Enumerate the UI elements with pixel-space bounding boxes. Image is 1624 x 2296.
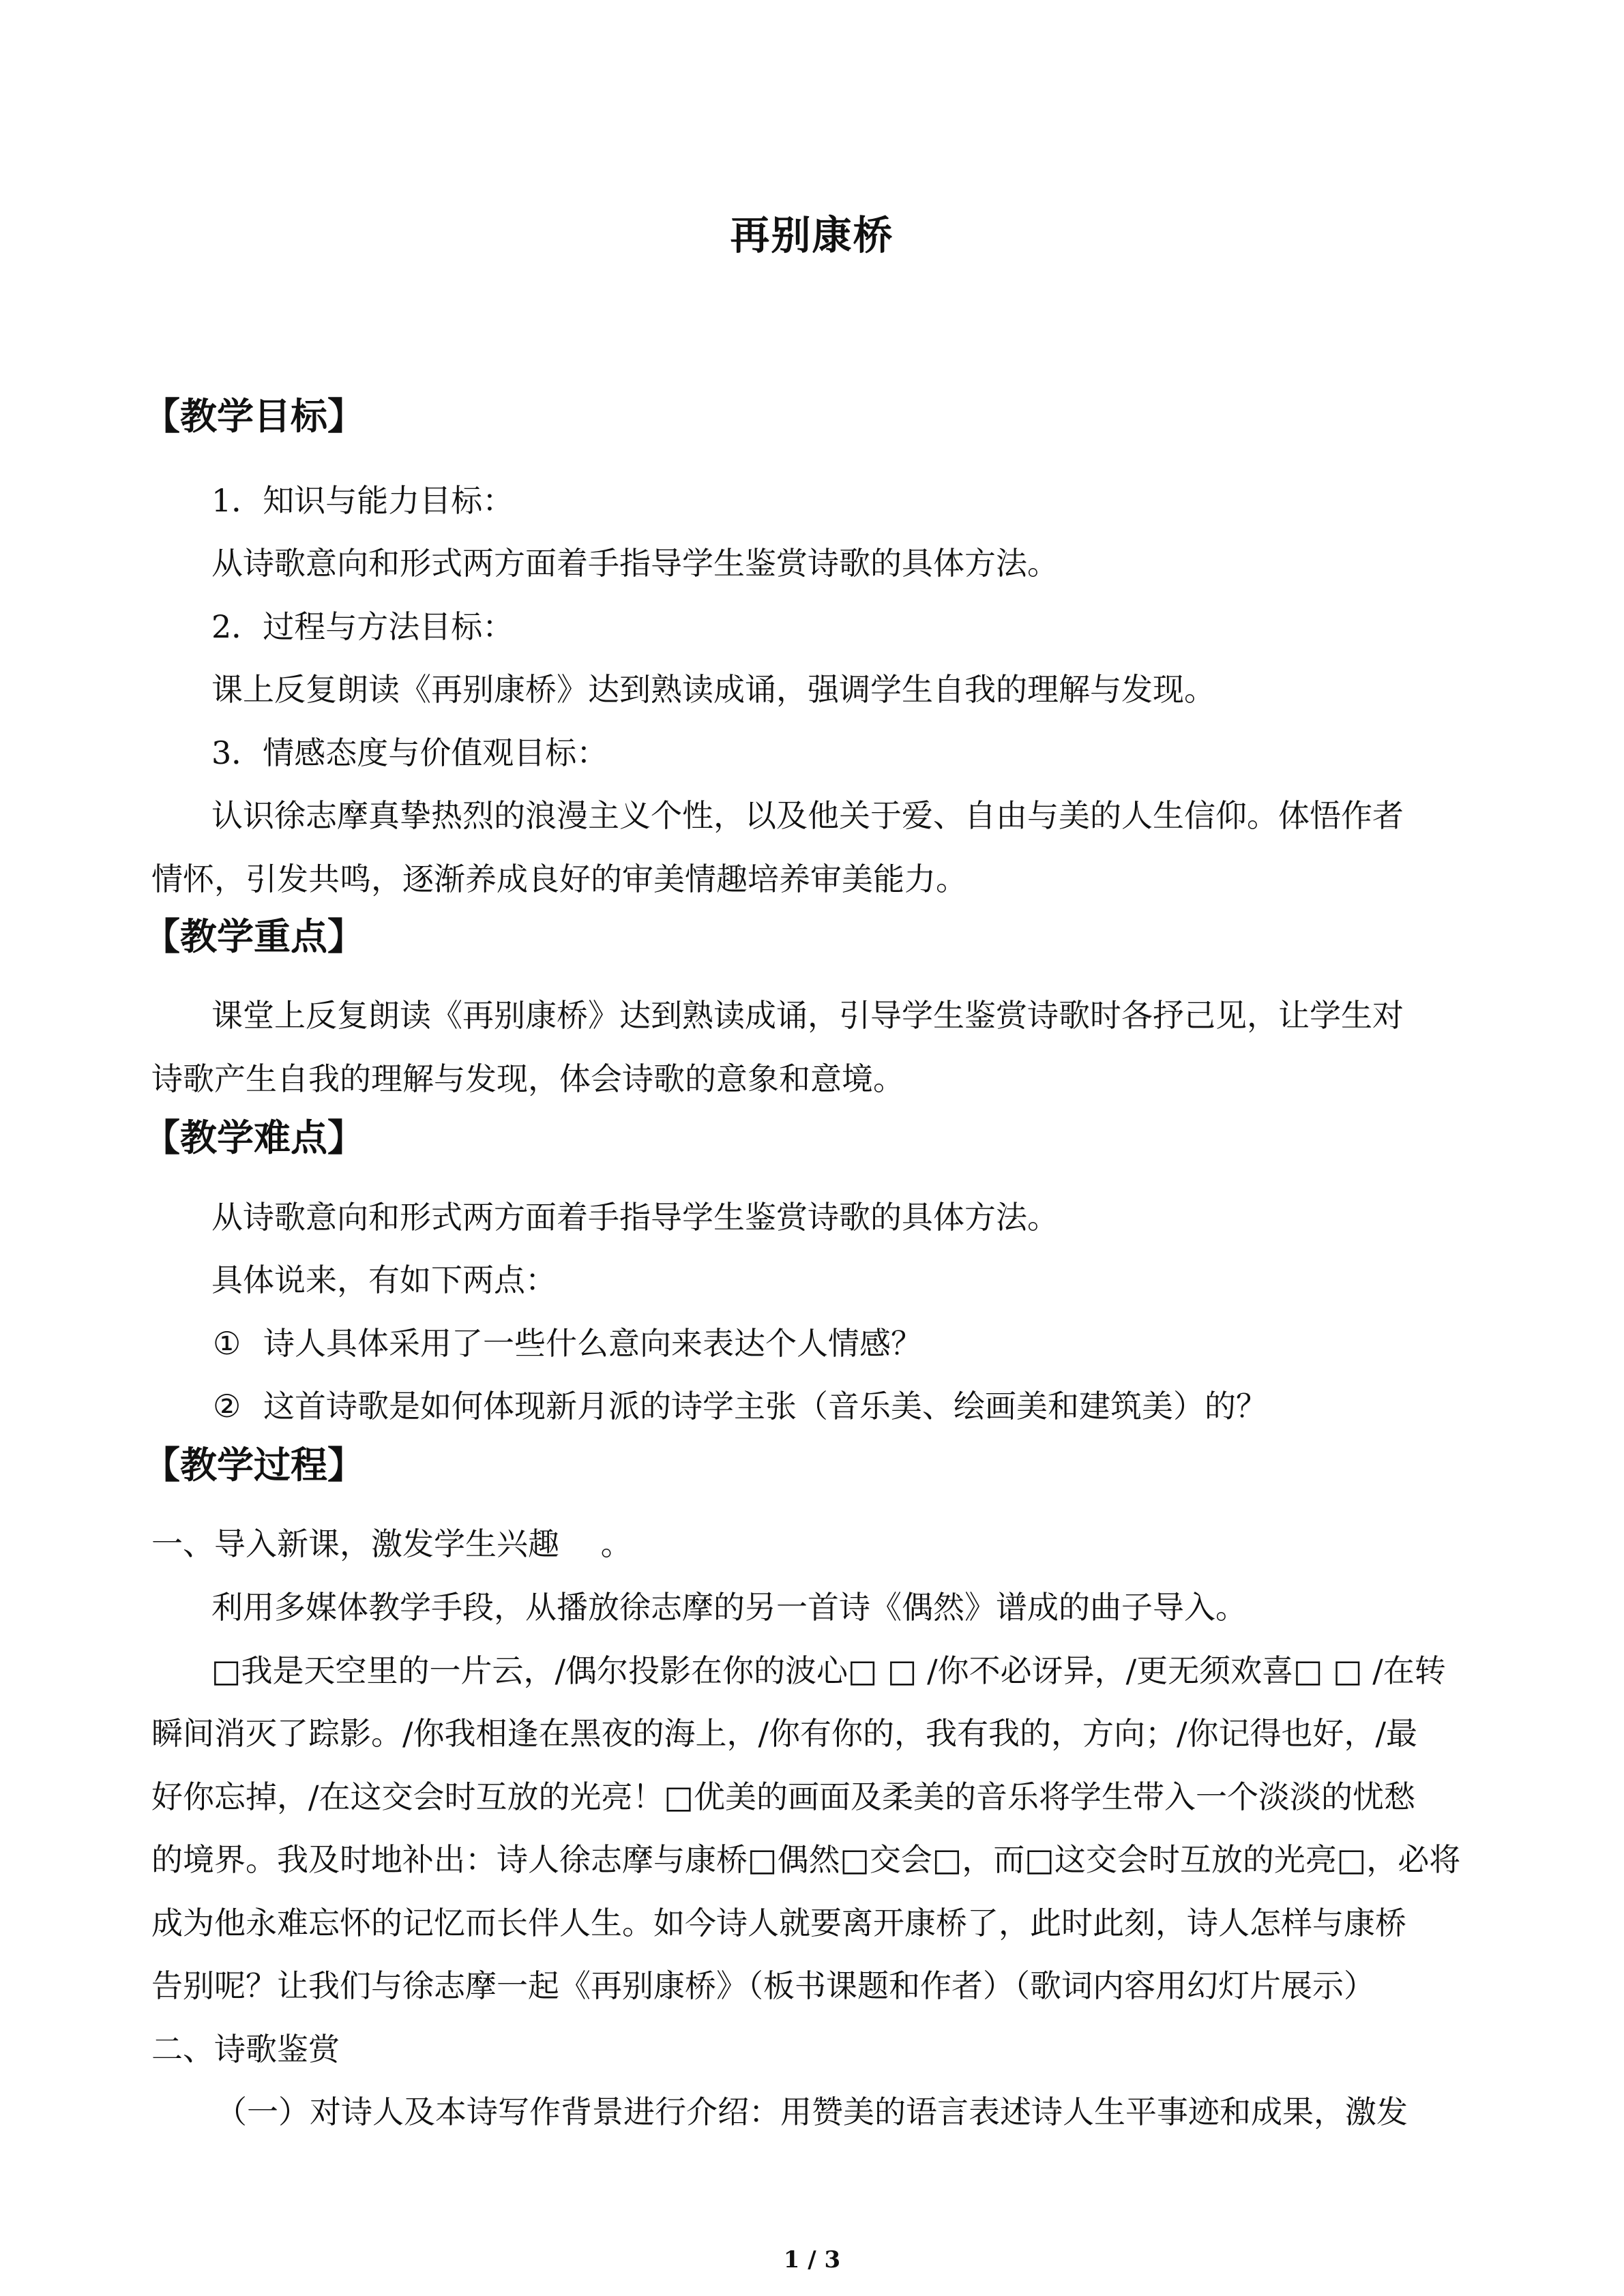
process-step-1-line-4: 好你忘掉，/在这交会时互放的光亮！□优美的画面及柔美的音乐将学生带入一个淡淡的忧愁 (151, 1778, 1415, 1815)
difficulty-point-1 (213, 1322, 922, 1365)
goal-3-line-2: 情怀，引发共鸣，逐渐养成良好的审美情趣培养审美能力。 (151, 861, 967, 897)
goal-1-text: 从诗歌意向和形式两方面着手指导学生鉴赏诗歌的具体方法。 (211, 545, 1059, 582)
process-step-1-line-5: 的境界。我及时地补出：诗人徐志摩与康桥□偶然□交会□，而□这交会时互放的光亮□，必将 (151, 1841, 1461, 1878)
section-heading-process: 【教学过程】 (143, 1443, 364, 1487)
process-step-1-line-3: 瞬间消灭了踪影。/你我相逢在黑夜的海上，/你有你的，我有我的，方向；/你记得也好，/最 (151, 1715, 1417, 1752)
section-heading-key-points: 【教学重点】 (143, 914, 364, 958)
key-points-line-1: 课堂上反复朗读《再别康桥》达到熟读成诵，引导学生鉴赏诗歌时各抒己见，让学生对 (211, 997, 1404, 1034)
process-step-1-line-1: 利用多媒体教学手段，从播放徐志摩的另一首诗《偶然》谱成的曲子导入。 (211, 1589, 1247, 1626)
document-title: 再别康桥 (730, 212, 894, 258)
circled-number-1: ① (213, 1325, 241, 1362)
difficulties-line-1: 从诗歌意向和形式两方面着手指导学生鉴赏诗歌的具体方法。 (211, 1199, 1059, 1236)
process-step-1-line-7: 告别呢？让我们与徐志摩一起《再别康桥》（板书课题和作者）（歌词内容用幻灯片展示） (151, 1967, 1375, 2004)
page-number: 1 / 3 (783, 2246, 841, 2273)
process-step-1-line-2: □我是天空里的一片云，/偶尔投影在你的波心□ □ /你不必讶异，/更无须欢喜□ □ /在转 (211, 1652, 1446, 1689)
difficulty-point-2 (213, 1384, 1267, 1428)
circled-number-2: ② (213, 1388, 241, 1425)
goal-2-label: 2．过程与方法目标： (211, 608, 514, 645)
goal-3-label: 3．情感态度与价值观目标： (211, 734, 608, 771)
goal-1-label: 1．知识与能力目标： (211, 482, 514, 519)
section-heading-difficulties: 【教学难点】 (143, 1116, 364, 1159)
goal-3-line-1: 认识徐志摩真挚热烈的浪漫主义个性，以及他关于爱、自由与美的人生信仰。体悟作者 (211, 797, 1404, 834)
key-points-line-2: 诗歌产生自我的理解与发现，体会诗歌的意象和意境。 (151, 1060, 904, 1097)
difficulty-point-1-text: 诗人具体采用了一些什么意向来表达个人情感？ (263, 1325, 922, 1362)
process-step-2-line-1: （一）对诗人及本诗写作背景进行介绍：用赞美的语言表述诗人生平事迹和成果，激发 (216, 2093, 1408, 2130)
process-step-2-title: 二、诗歌鉴赏 (151, 2031, 340, 2068)
difficulty-point-2-text: 这首诗歌是如何体现新月派的诗学主张（音乐美、绘画美和建筑美）的？ (263, 1388, 1267, 1425)
difficulties-line-2: 具体说来，有如下两点： (211, 1262, 557, 1298)
section-heading-goals: 【教学目标】 (143, 394, 364, 438)
process-step-1-line-6: 成为他永难忘怀的记忆而长伴人生。如今诗人就要离开康桥了，此时此刻，诗人怎样与康桥 (151, 1905, 1406, 1941)
process-step-1-title: 一、导入新课，激发学生兴趣 。 (151, 1525, 632, 1562)
goal-2-text: 课上反复朗读《再别康桥》达到熟读成诵，强调学生自我的理解与发现。 (211, 671, 1215, 708)
